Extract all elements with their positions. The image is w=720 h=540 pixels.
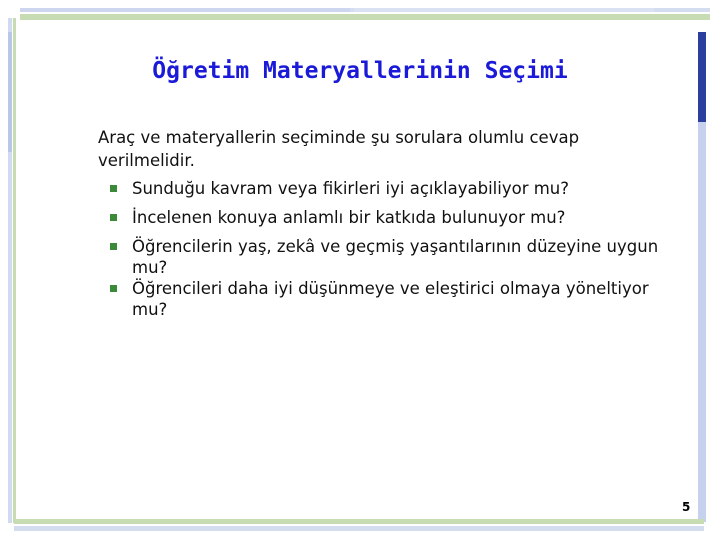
square-bullet-icon xyxy=(110,243,117,250)
list-item xyxy=(110,207,680,228)
left-frame-accent xyxy=(8,32,12,152)
slide-title: Öğretim Materyallerinin Seçimi xyxy=(152,58,568,84)
intro-text: Araç ve materyallerin seçiminde şu sorulara olumlu cevap verilmelidir. xyxy=(98,128,580,170)
list-item xyxy=(110,236,680,278)
square-bullet-icon xyxy=(110,214,117,221)
top-frame-bar-segment xyxy=(354,8,654,12)
list-item-text: İncelenen konuya anlamlı bir katkıda bulunuyor mu? xyxy=(132,208,566,227)
list-item xyxy=(110,278,680,320)
intro-paragraph xyxy=(74,126,678,172)
page-number: 5 xyxy=(682,500,691,514)
square-bullet-icon xyxy=(110,185,117,192)
list-item-text: Öğrencilerin yaş, zekâ ve geçmiş yaşantılarının düzeyine uygun mu? xyxy=(132,237,659,277)
bullet-list xyxy=(110,178,680,328)
list-item xyxy=(110,178,680,199)
square-bullet-icon xyxy=(110,285,117,292)
bottom-frame-bar xyxy=(14,519,704,531)
top-frame-bar-segment xyxy=(20,8,350,12)
list-item-text: Öğrencileri daha iyi düşünmeye ve eleştirici olmaya yöneltiyor mu? xyxy=(132,279,649,319)
list-item-text: Sunduğu kavram veya fikirleri iyi açıklayabiliyor mu? xyxy=(132,179,570,198)
